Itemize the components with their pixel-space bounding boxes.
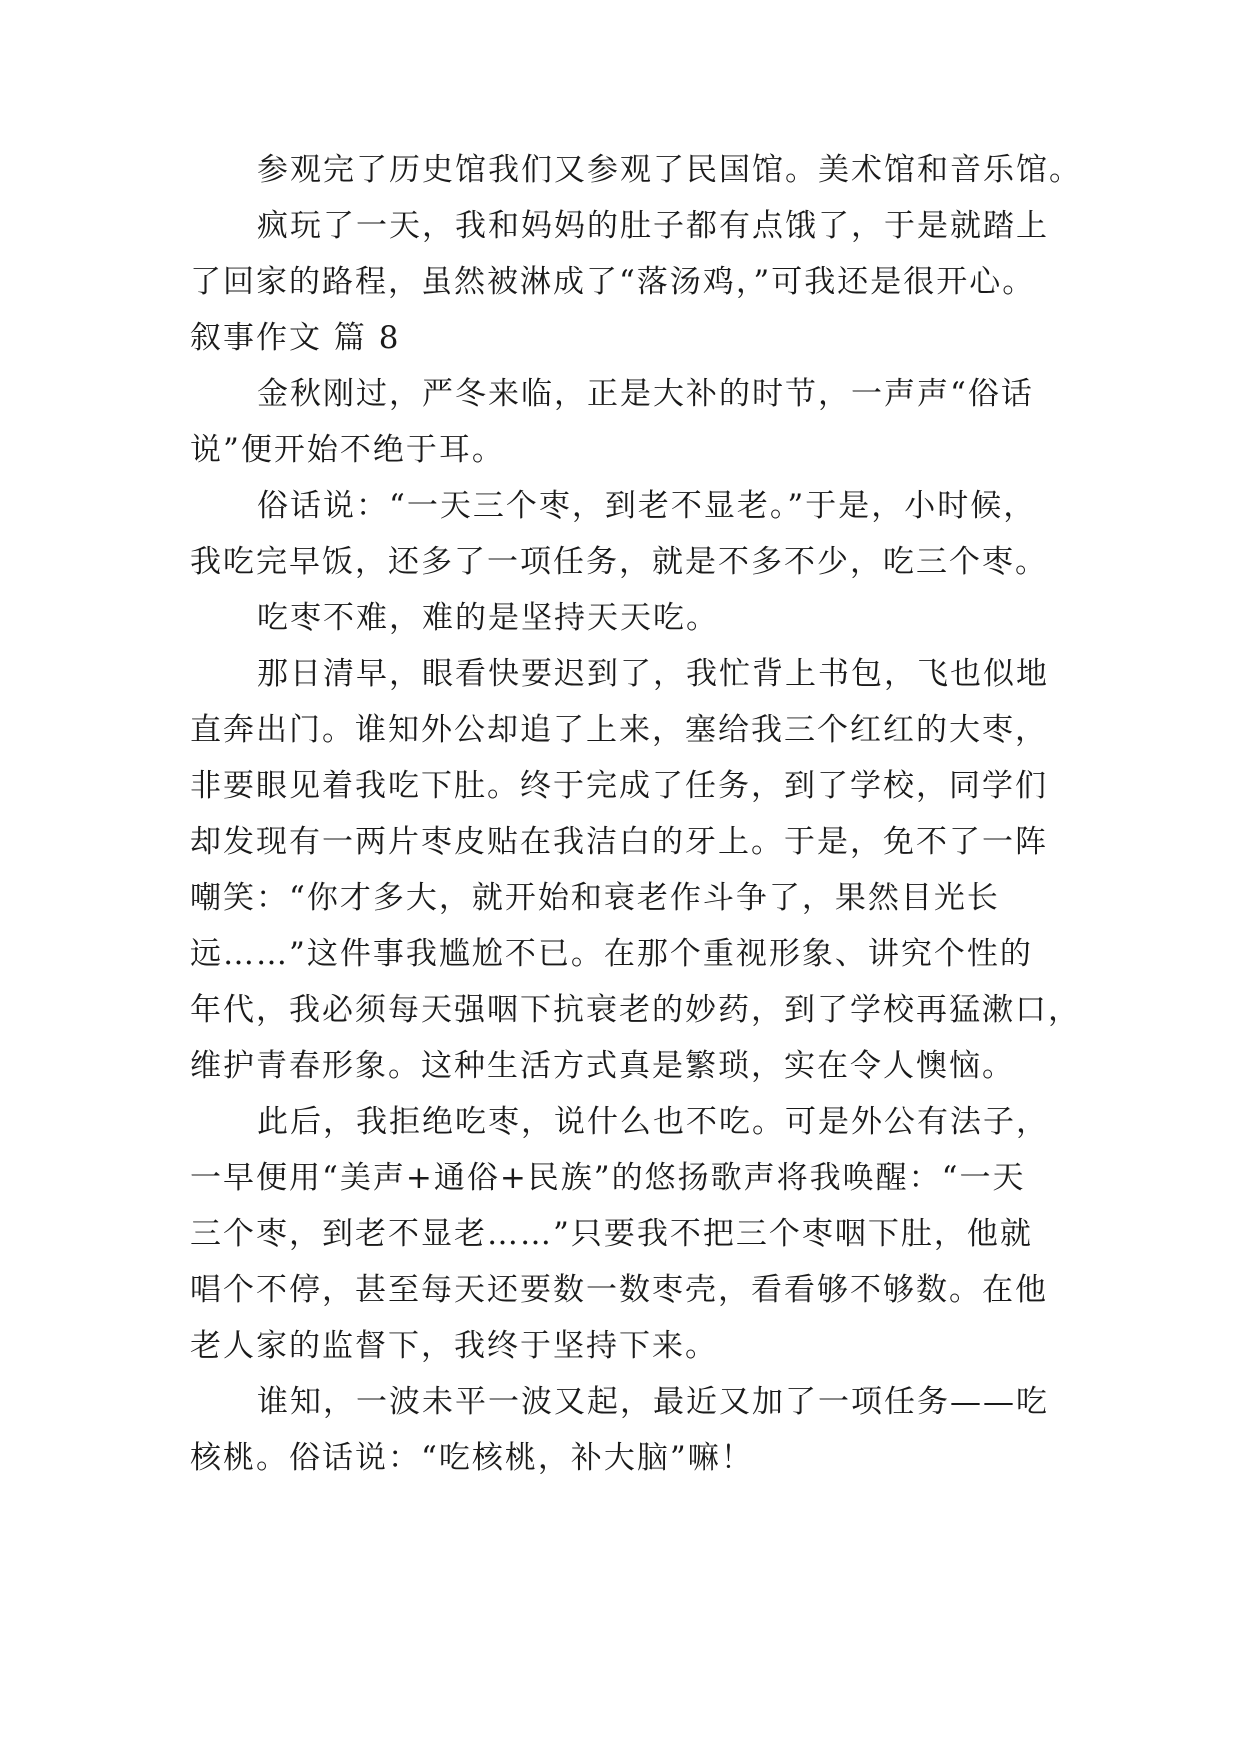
- text-line: 唱个不停，甚至每天还要数一数枣壳，看看够不够数。在他: [190, 1272, 1048, 1308]
- text-line: 此后，我拒绝吃枣，说什么也不吃。可是外公有法子，: [257, 1104, 1049, 1140]
- text-line: 谁知，一波未平一波又起，最近又加了一项任务——吃: [257, 1384, 1049, 1420]
- text-line: 参观完了历史馆我们又参观了民国馆。美术馆和音乐馆。: [257, 152, 1082, 188]
- text-line: 维护青春形象。这种生活方式真是繁琐，实在令人懊恼。: [190, 1048, 1015, 1084]
- text-line: 了回家的路程，虽然被淋成了“落汤鸡，”可我还是很开心。: [190, 264, 1036, 300]
- text-line: 那日清早，眼看快要迟到了，我忙背上书包，飞也似地: [257, 656, 1049, 692]
- text-line: 三个枣，到老不显老……”只要我不把三个枣咽下肚，他就: [190, 1216, 1033, 1252]
- text-line: 一早便用“美声+通俗+民族”的悠扬歌声将我唤醒：“一天: [190, 1160, 1026, 1196]
- text-line: 直奔出门。谁知外公却追了上来，塞给我三个红红的大枣，: [190, 712, 1048, 748]
- text-line: 说”便开始不绝于耳。: [190, 432, 505, 468]
- text-line: 我吃完早饭，还多了一项任务，就是不多不少，吃三个枣。: [190, 544, 1048, 580]
- text-line: 却发现有一两片枣皮贴在我洁白的牙上。于是，免不了一阵: [190, 824, 1048, 860]
- text-line: 吃枣不难，难的是坚持天天吃。: [257, 600, 719, 636]
- text-line: 俗话说：“一天三个枣，到老不显老。”于是，小时候，: [257, 488, 1037, 524]
- text-line: 非要眼见着我吃下肚。终于完成了任务，到了学校，同学们: [190, 768, 1048, 804]
- text-line: 核桃。俗话说：“吃核桃，补大脑”嘛！: [190, 1440, 754, 1476]
- text-line: 老人家的监督下，我终于坚持下来。: [190, 1328, 718, 1364]
- text-line: 嘲笑：“你才多大，就开始和衰老作斗争了，果然目光长: [190, 880, 1000, 916]
- text-line: 金秋刚过，严冬来临，正是大补的时节，一声声“俗话: [257, 376, 1034, 412]
- text-line: 疯玩了一天，我和妈妈的肚子都有点饿了，于是就踏上: [257, 208, 1049, 244]
- text-line: 远……”这件事我尴尬不已。在那个重视形象、讲究个性的: [190, 936, 1033, 972]
- section-heading: 叙事作文 篇 8: [190, 320, 401, 356]
- text-line: 年代，我必须每天强咽下抗衰老的妙药，到了学校再猛漱口，: [190, 992, 1081, 1028]
